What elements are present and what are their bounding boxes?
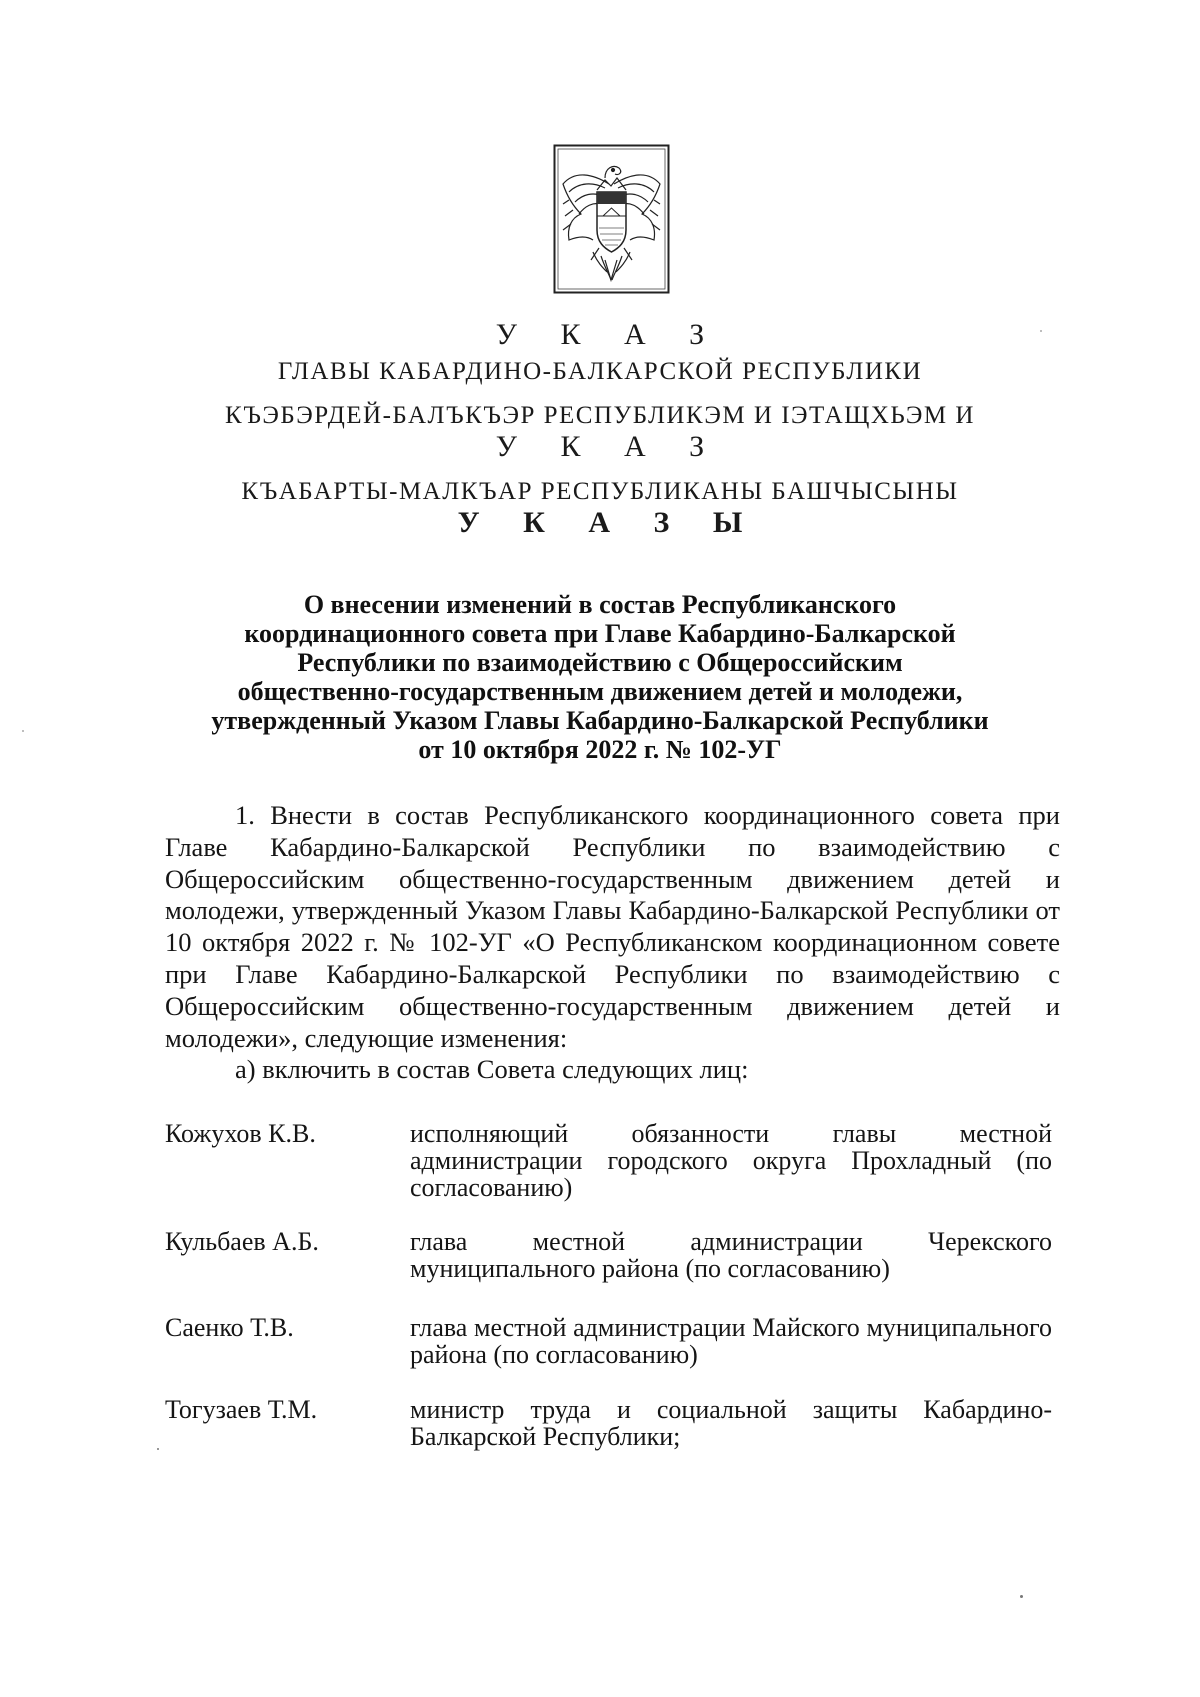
header-glava-ru: ГЛАВЫ КАБАРДИНО-БАЛКАРСКОЙ РЕСПУБЛИКИ [277,358,923,385]
header-kbd-line: КЪЭБЭРДЕЙ-БАЛЪКЪЭР РЕСПУБЛИКЭМ И ІЭТАЩХЬЭМ И [225,402,975,429]
member-name: Саенко Т.В. [165,1313,294,1342]
member-role: глава местной администрации Майского муниципального района (по согласованию) [410,1313,1052,1369]
kbr-coat-of-arms-icon [553,144,670,294]
header-krc-line: КЪАБАРТЫ-МАЛКЪАР РЕСПУБЛИКАНЫ БАШЧЫСЫНЫ [241,478,959,505]
scan-speck [1040,330,1042,332]
scan-speck [1020,1595,1023,1598]
member-role: исполняющий обязанности главы местной администрации городского округа Прохладный (по согласованию) [410,1119,1052,1202]
decree-body [165,800,1060,1086]
decree-title [150,590,1050,764]
header-ukaz-kbd: У К А З [495,430,723,463]
member-role: глава местной администрации Черекского муниципального района (по согласованию) [410,1227,1052,1283]
member-name: Кульбаев А.Б. [165,1227,319,1256]
title-line: утвержденный Указом Главы Кабардино-Балкарской Республики [211,706,989,735]
scan-speck [22,730,24,732]
title-line: Республики по взаимодействию с Общероссийским [297,648,903,677]
title-line: общественно-государственным движением детей и молодежи, [237,677,963,706]
member-name: Тогузаев Т.М. [165,1395,318,1424]
scan-speck [157,1448,159,1450]
member-name: Кожухов К.В. [165,1119,316,1148]
header-ukaz-krc: У К А З Ы [457,506,761,539]
title-line: от 10 октября 2022 г. № 102-УГ [418,735,782,764]
title-line: координационного совета при Главе Кабардино-Балкарской [244,619,956,648]
member-role: министр труда и социальной защиты Кабардино-Балкарской Республики; [410,1395,1052,1451]
subitem-a: а) включить в состав Совета следующих лиц: [235,1054,749,1085]
title-line: О внесении изменений в состав Республиканского [303,590,897,619]
paragraph-1: 1. Внести в состав Республиканского координационного совета при Главе Кабардино-Балкарской Республики по взаимодействию с Общероссийским общественно-государственным движением детей и молодежи, утвержденный Указом Главы Кабардино-Балкарской Республики от 10 октября 2022 г. № 102-УГ «О Республиканском координационном совете при Главе Кабардино-Балкарской Республики по взаимодействию с Общероссийским общественно-государственным движением детей и молодежи», следующие изменения: [165,800,1060,1053]
header-ukaz-ru: У К А З [495,318,723,351]
